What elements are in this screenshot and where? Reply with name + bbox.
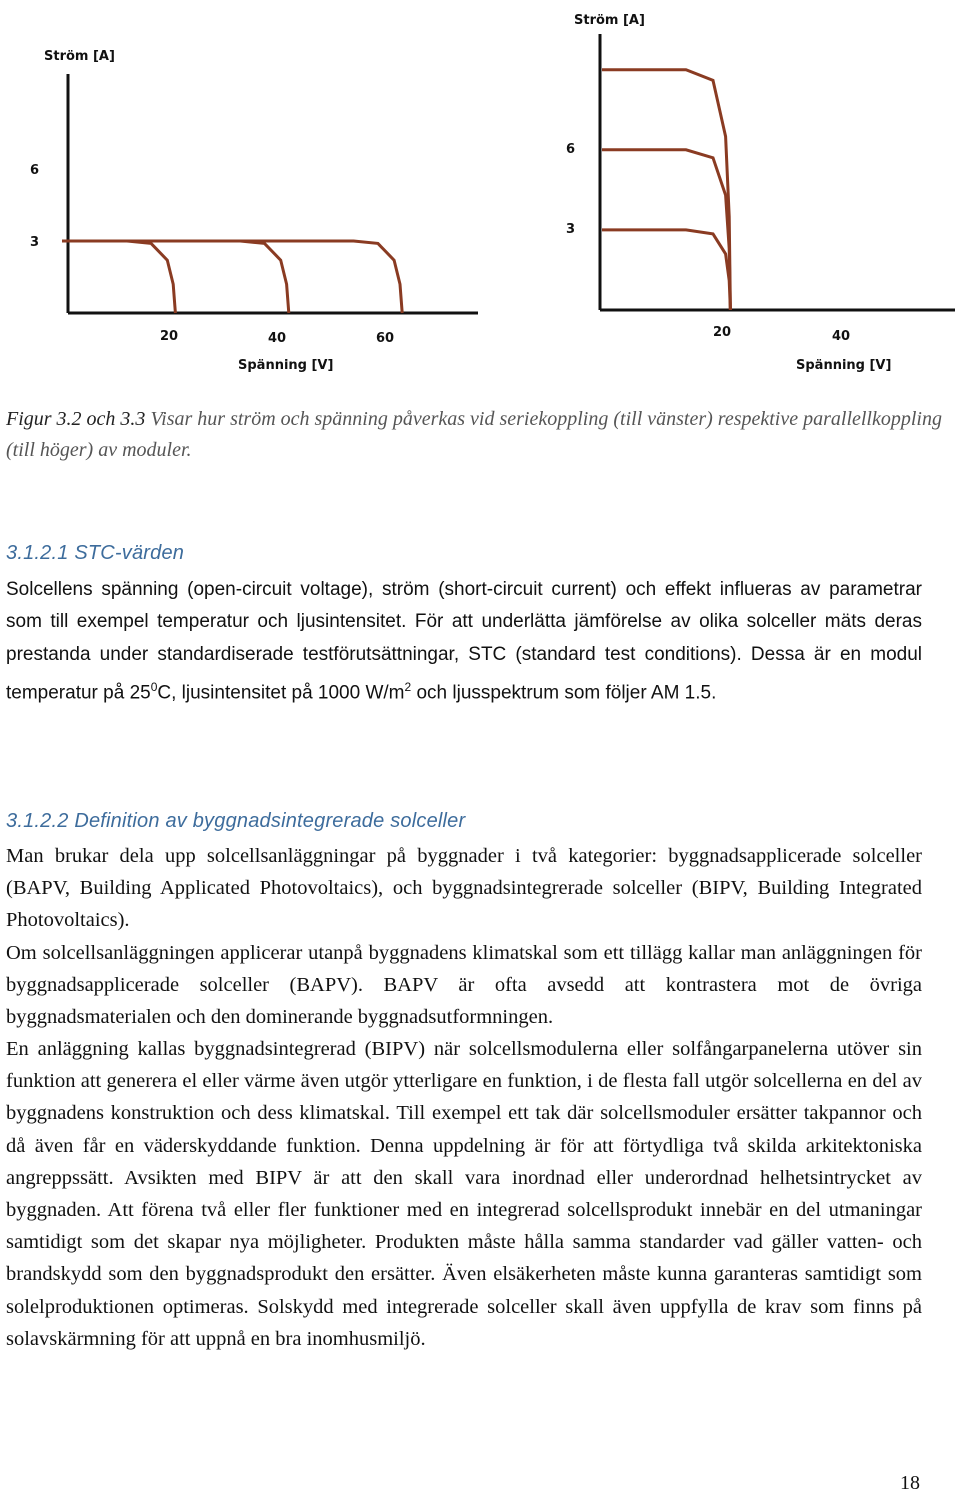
- y-axis-label: Ström [A]: [574, 13, 645, 28]
- iv-chart-series: [0, 0, 480, 380]
- iv-curve-1: [62, 241, 175, 313]
- superscript: 0: [150, 680, 158, 695]
- paragraph-stc-text-c: och ljusspektrum som följer AM 1.5.: [411, 682, 717, 704]
- paragraph-bipv-1: Man brukar dela upp solcellsanläggningar på byggnader i två kategorier: byggnadsapplicerade solceller (BAPV, Building Applicated Photovoltaics), och byggnadsintegrerade solceller (BIPV, Building Integrated Photovoltaics).: [6, 845, 922, 932]
- page-number: 18: [900, 1472, 920, 1494]
- iv-chart-parallel-svg: [480, 0, 960, 380]
- figure-caption: [6, 404, 946, 466]
- x-axis-label: Spänning [V]: [238, 358, 334, 373]
- y-tick-label: 3: [30, 235, 40, 250]
- iv-curve-3: [62, 241, 402, 313]
- paragraph-bipv-3: En anläggning kallas byggnadsintegrerad (BIPV) när solcellsmodulerna eller solfångarpanelerna utöver sin funktion att generera el eller värme även utgör ytterligare en funktion, i de flesta fall utgör solcellerna en del av byggnadens konstruktion och dess klimatskal. Till exempel ett tak där solcellsmoduler ersätter takpannor och då även får en väderskyddande funktion. Denna uppdelning är för att förtydliga två skilda arkitektoniska angreppssätt. Avsikten med BIPV är att den skall vara inordnad eller underordnad helhetsintrycket av byggnaden. Att förena två eller fler funktioner med en integrerad solcellsprodukt innebär en del utmaningar samtidigt som det skapar nya möjligheter. Produkten måste hålla samma standarder vad gäller vatten- och brandskydd som den byggnadsprodukt den ersätter. Även elsäkerheten måste kunna garanteras samtidigt som solelproduktionen optimeras. Solskydd med integrerade solceller skall även uppfylla de krav som finns på solavskärmning för att uppnå en bra inomhusmiljö.: [6, 1038, 922, 1350]
- x-tick-label: 20: [160, 329, 179, 344]
- paragraph-bipv-2: Om solcellsanläggningen applicerar utanpå byggnadens klimatskal som ett tillägg kallar man anläggningen för byggnadsapplicerade solceller (BAPV). BAPV är ofta avsedd att kontrastera mot de övriga byggnadsmaterialen och den dominerande byggnadsutformningen.: [6, 942, 922, 1029]
- paragraph-stc: [6, 574, 922, 710]
- superscript: 2: [404, 680, 412, 695]
- iv-chart-series-svg: [0, 0, 480, 380]
- curve-group: [602, 70, 730, 310]
- y-tick-label: 6: [566, 142, 576, 157]
- y-tick-label: 3: [566, 222, 576, 237]
- section-heading-stc: 3.1.2.1 STC-värden: [6, 542, 185, 564]
- y-axis-label: Ström [A]: [44, 49, 115, 64]
- caption-text: Visar hur ström och spänning påverkas vid seriekoppling (till vänster) respektive parallellkoppling (till höger) av moduler.: [6, 408, 942, 461]
- section-heading-bipv: 3.1.2.2 Definition av byggnadsintegrerade solceller: [6, 810, 466, 832]
- paragraph-stc-text-b: C, ljusintensitet på 1000 W/m: [157, 682, 405, 704]
- x-tick-label: 40: [268, 331, 287, 346]
- x-axis-label: Spänning [V]: [796, 358, 892, 373]
- iv-curve-1: [602, 70, 730, 310]
- iv-curve-3: [602, 230, 730, 310]
- caption-lead: Figur 3.2 och 3.3: [6, 408, 146, 430]
- y-tick-label: 6: [30, 163, 40, 178]
- iv-chart-parallel: [480, 0, 960, 380]
- x-tick-label: 40: [832, 329, 851, 344]
- x-tick-label: 20: [713, 325, 732, 340]
- curve-group: [62, 241, 402, 313]
- x-tick-label: 60: [376, 331, 395, 346]
- paragraph-stc-text-a: Solcellens spänning (open-circuit voltage), ström (short-circuit current) och effekt influeras av parametrar som till exempel temperatur och ljusintensitet. För att underlätta jämförelse av olika solceller mäts deras prestanda under standardiserade testförutsättningar, STC (standard test conditions). Dessa är en modul temperatur på 25: [6, 579, 922, 704]
